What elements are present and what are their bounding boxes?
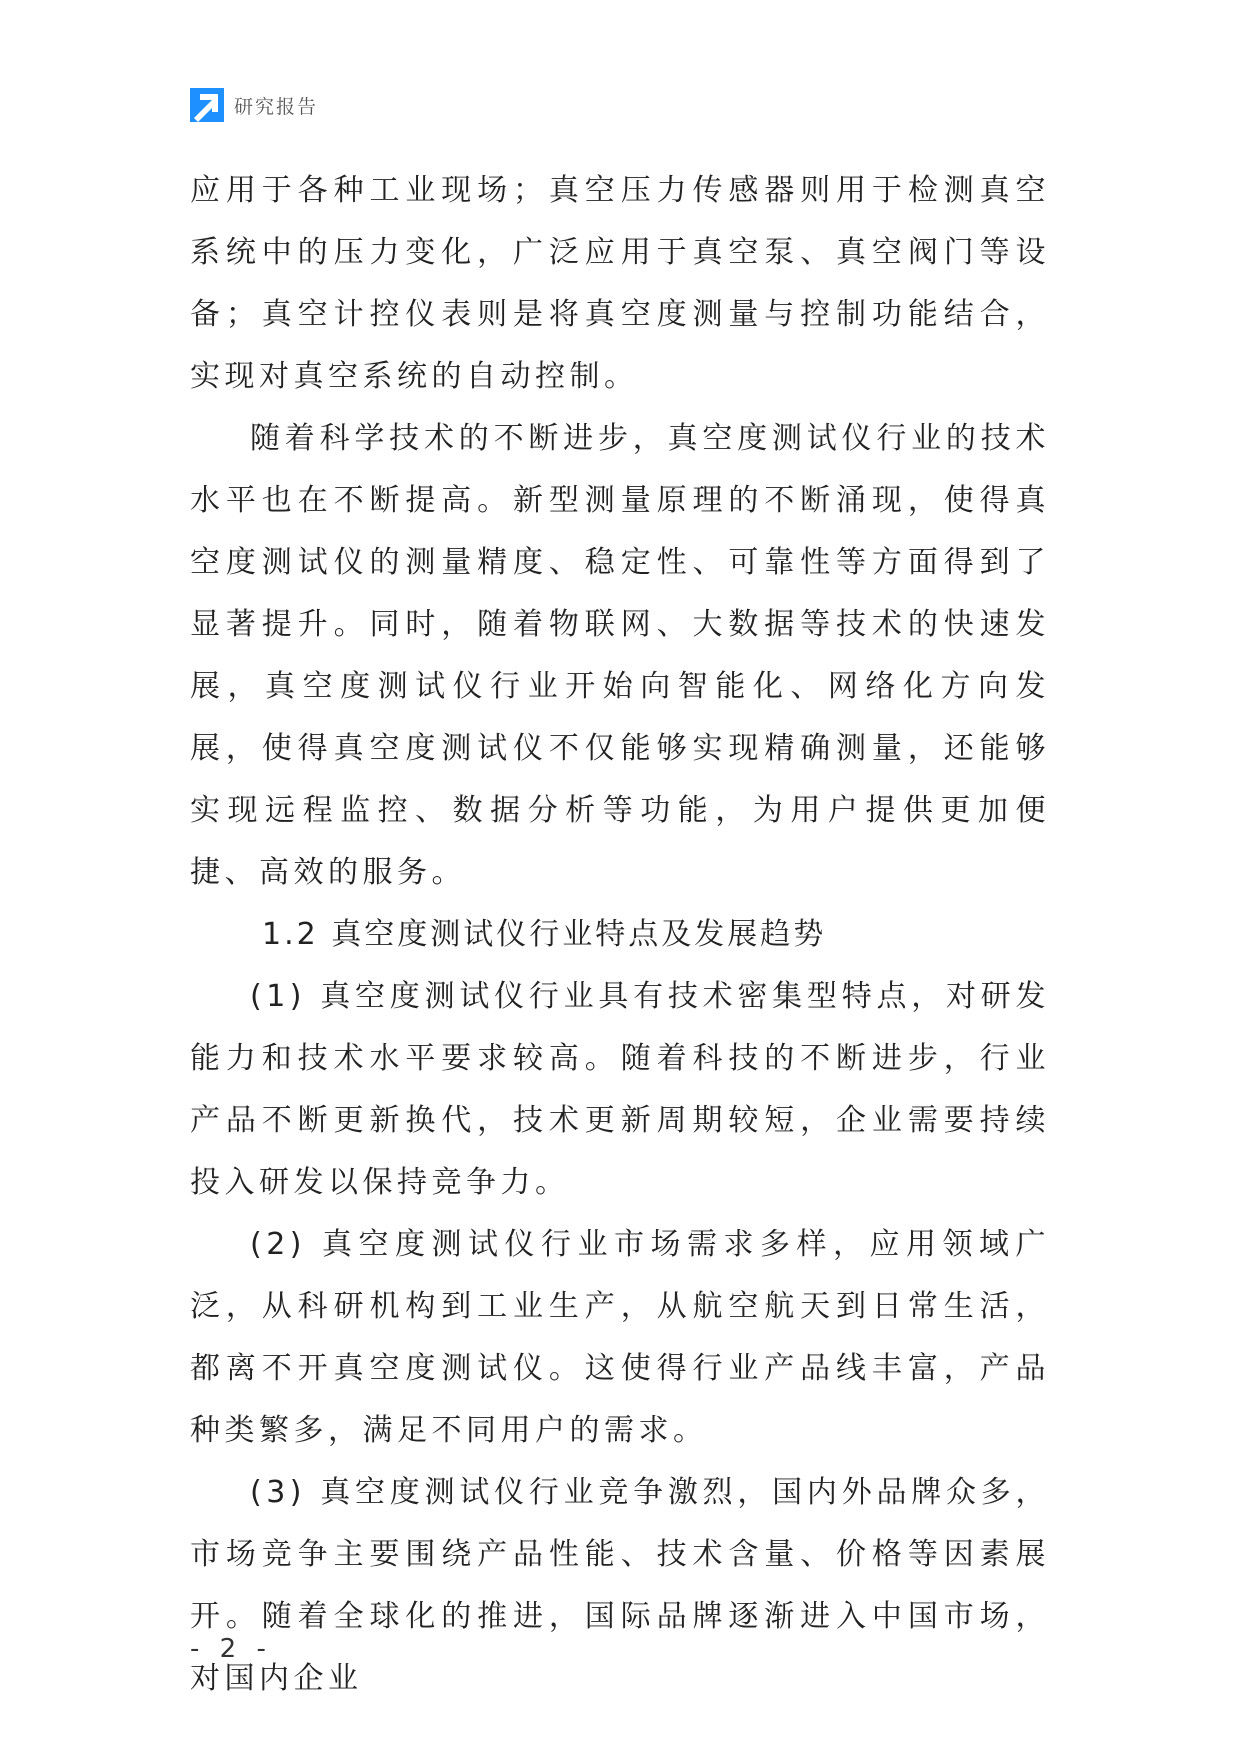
paragraph: 应用于各种工业现场；真空压力传感器则用于检测真空系统中的压力变化，广泛应用于真空泵、真空阀门等设备；真空计控仪表则是将真空度测量与控制功能结合，实现对真空系统的自动控制。 [190,173,1050,394]
page-header [190,88,318,122]
paragraph: (1) 真空度测试仪行业具有技术密集型特点，对研发能力和技术水平要求较高。随着科技的不断进步，行业产品不断更新换代，技术更新周期较短，企业需要持续投入研发以保持竞争力。 [190,979,1050,1200]
paragraph: (2) 真空度测试仪行业市场需求多样，应用领域广泛，从科研机构到工业生产，从航空航天到日常生活，都离不开真空度测试仪。这使得行业产品线丰富，产品种类繁多，满足不同用户的需求。 [190,1227,1050,1448]
arrow-up-right-icon [190,88,224,122]
section-heading: 1.2 真空度测试仪行业特点及发展趋势 [262,917,827,952]
paragraph: (3) 真空度测试仪行业竞争激烈，国内外品牌众多，市场竞争主要围绕产品性能、技术含量、价格等因素展开。随着全球化的推进，国际品牌逐渐进入中国市场，对国内企业 [190,1475,1050,1696]
header-label: 研究报告 [234,95,319,118]
document-body [190,160,1050,1710]
page-number: - 2 - [190,1634,272,1664]
paragraph: 随着科学技术的不断进步，真空度测试仪行业的技术水平也在不断提高。新型测量原理的不断涌现，使得真空度测试仪的测量精度、稳定性、可靠性等方面得到了显著提升。同时，随着物联网、大数据等技术的快速发展，真空度测试仪行业开始向智能化、网络化方向发展，使得真空度测试仪不仅能够实现精确测量，还能够实现远程监控、数据分析等功能，为用户提供更加便捷、高效的服务。 [190,421,1050,890]
